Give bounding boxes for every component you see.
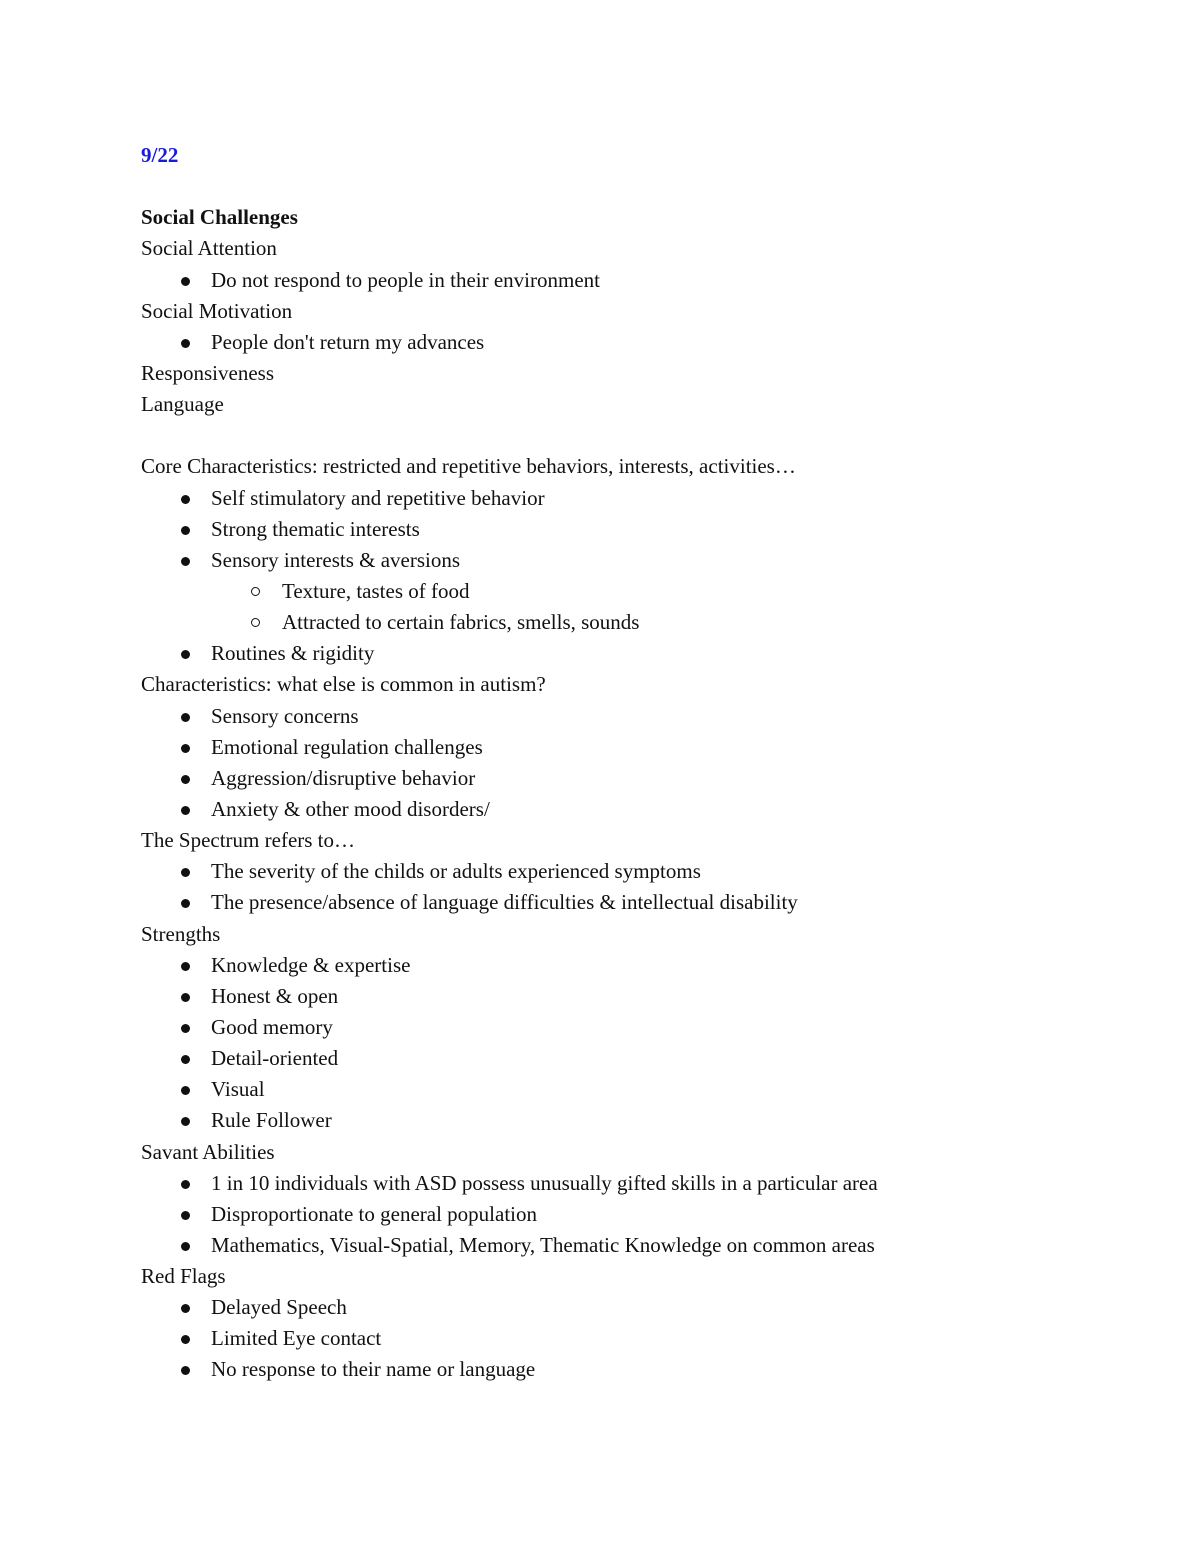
subheading-strengths: Strengths bbox=[141, 921, 221, 946]
list-item-text: Visual bbox=[211, 1077, 265, 1102]
subheading-core-characteristics: Core Characteristics: restricted and repetitive behaviors, interests, activities… bbox=[141, 454, 796, 479]
subheading-social-motivation: Social Motivation bbox=[141, 298, 293, 323]
list-item-text: Limited Eye contact bbox=[211, 1326, 382, 1351]
bullet-icon bbox=[181, 1366, 190, 1375]
list-item-text: Strong thematic interests bbox=[211, 516, 420, 541]
list-item bbox=[141, 950, 1141, 981]
subheading-responsiveness: Responsiveness bbox=[141, 360, 274, 385]
bullet-icon bbox=[181, 993, 190, 1002]
subheading-characteristics: Characteristics: what else is common in autism? bbox=[141, 672, 546, 697]
hollow-bullet-icon bbox=[251, 587, 260, 596]
bullet-icon bbox=[181, 1055, 190, 1064]
list-item bbox=[141, 1354, 1141, 1385]
bullet-icon bbox=[181, 526, 190, 535]
bullet-icon bbox=[181, 713, 190, 722]
bullet-icon bbox=[181, 1180, 190, 1189]
list-item bbox=[141, 1323, 1141, 1354]
bullet-icon bbox=[181, 1211, 190, 1220]
list-item-text: The severity of the childs or adults experienced symptoms bbox=[211, 859, 701, 884]
list-item-text: Disproportionate to general population bbox=[211, 1201, 538, 1226]
list-item-text: Anxiety & other mood disorders/ bbox=[211, 796, 490, 821]
bullet-icon bbox=[181, 806, 190, 815]
document-body bbox=[141, 140, 1141, 1386]
list-item bbox=[141, 701, 1141, 732]
bullet-icon bbox=[181, 1335, 190, 1344]
bullet-icon bbox=[181, 1242, 190, 1251]
list-item-text: No response to their name or language bbox=[211, 1357, 536, 1382]
list-item bbox=[141, 1105, 1141, 1136]
bullet-icon bbox=[181, 650, 190, 659]
list-item-text: People don't return my advances bbox=[211, 329, 485, 354]
bullet-icon bbox=[181, 775, 190, 784]
list-item-text: Aggression/disruptive behavior bbox=[211, 765, 476, 790]
blank-line bbox=[141, 420, 1141, 451]
list-item bbox=[141, 1012, 1141, 1043]
list-item-text: Sensory concerns bbox=[211, 703, 359, 728]
bullet-icon bbox=[181, 1117, 190, 1126]
hollow-bullet-icon bbox=[251, 618, 260, 627]
sub-list-item bbox=[141, 607, 1141, 638]
list-item bbox=[141, 887, 1141, 918]
date-heading: 9/22 bbox=[141, 143, 179, 167]
list-item-text: Routines & rigidity bbox=[211, 641, 375, 666]
subheading-language: Language bbox=[141, 392, 224, 417]
list-item-text: Do not respond to people in their environment bbox=[211, 267, 601, 292]
list-item-text: Emotional regulation challenges bbox=[211, 734, 483, 759]
blank-line bbox=[141, 171, 1141, 202]
list-item-text: Delayed Speech bbox=[211, 1295, 347, 1320]
bullet-icon bbox=[181, 277, 190, 286]
list-item-text: 1 in 10 individuals with ASD possess unusually gifted skills in a particular area bbox=[211, 1170, 878, 1195]
list-item-text: The presence/absence of language difficulties & intellectual disability bbox=[211, 890, 798, 915]
section-heading-social-challenges: Social Challenges bbox=[141, 205, 298, 230]
bullet-icon bbox=[181, 962, 190, 971]
subheading-savant-abilities: Savant Abilities bbox=[141, 1139, 275, 1164]
list-item bbox=[141, 514, 1141, 545]
subheading-social-attention: Social Attention bbox=[141, 236, 277, 261]
bullet-icon bbox=[181, 744, 190, 753]
list-item bbox=[141, 1292, 1141, 1323]
sub-list-item-text: Attracted to certain fabrics, smells, sounds bbox=[282, 610, 640, 635]
sub-list-item-text: Texture, tastes of food bbox=[282, 578, 470, 603]
list-item bbox=[141, 794, 1141, 825]
list-item bbox=[141, 638, 1141, 669]
list-item bbox=[141, 1199, 1141, 1230]
list-item-text: Knowledge & expertise bbox=[211, 952, 411, 977]
bullet-icon bbox=[181, 495, 190, 504]
list-item-text: Sensory interests & aversions bbox=[211, 547, 461, 572]
bullet-icon bbox=[181, 339, 190, 348]
subheading-red-flags: Red Flags bbox=[141, 1264, 226, 1289]
list-item bbox=[141, 763, 1141, 794]
list-item bbox=[141, 732, 1141, 763]
sub-list-item bbox=[141, 576, 1141, 607]
bullet-icon bbox=[181, 1304, 190, 1313]
bullet-icon bbox=[181, 1086, 190, 1095]
list-item-text: Mathematics, Visual-Spatial, Memory, Thematic Knowledge on common areas bbox=[211, 1232, 875, 1257]
bullet-icon bbox=[181, 557, 190, 566]
list-item-text: Good memory bbox=[211, 1014, 333, 1039]
subheading-spectrum: The Spectrum refers to… bbox=[141, 828, 356, 853]
list-item bbox=[141, 265, 1141, 296]
bullet-icon bbox=[181, 899, 190, 908]
list-item bbox=[141, 327, 1141, 358]
list-item-text: Honest & open bbox=[211, 983, 339, 1008]
list-item bbox=[141, 483, 1141, 514]
list-item bbox=[141, 981, 1141, 1012]
list-item bbox=[141, 545, 1141, 576]
list-item bbox=[141, 1230, 1141, 1261]
bullet-icon bbox=[181, 1024, 190, 1033]
list-item-text: Detail-oriented bbox=[211, 1046, 339, 1071]
bullet-icon bbox=[181, 868, 190, 877]
list-item bbox=[141, 1074, 1141, 1105]
list-item bbox=[141, 856, 1141, 887]
list-item bbox=[141, 1168, 1141, 1199]
list-item-text: Rule Follower bbox=[211, 1108, 332, 1133]
list-item-text: Self stimulatory and repetitive behavior bbox=[211, 485, 545, 510]
list-item bbox=[141, 1043, 1141, 1074]
